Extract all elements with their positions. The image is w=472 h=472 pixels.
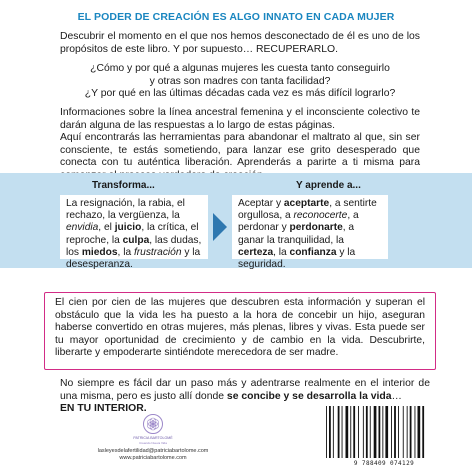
barcode-bar — [329, 406, 331, 458]
text-span: , el — [98, 222, 115, 234]
transform-box — [60, 195, 208, 271]
questions-block — [60, 63, 420, 101]
bold-text: certeza — [238, 246, 274, 258]
barcode-bar — [398, 406, 399, 458]
emphasis-text: frustración — [133, 246, 182, 258]
transform-heading: Transforma... — [92, 180, 155, 191]
text-span: , a sentirte orgullosa, a — [238, 198, 377, 222]
question-line-2: y otras son madres con tanta facilidad? — [149, 75, 331, 87]
text-span: , a perdonar y — [238, 210, 359, 234]
barcode-bar — [403, 406, 404, 458]
tools-paragraph: Aquí encontrarás las herramientas para abandonar el maltrato al que, sin ser consciente, te estás sometiendo, para lanzar ese grito desesperado que conecta con tu auténtica liberación. Aprenderás a parirte a ti misma para — [60, 132, 420, 169]
barcode-bar — [410, 406, 412, 458]
barcode-bar — [391, 406, 392, 458]
text-span: , la — [117, 246, 134, 258]
text-span: y la desesperanza. — [66, 246, 201, 271]
barcode-bar — [353, 406, 355, 458]
isbn-number: 9 788409 074129 — [353, 460, 415, 467]
barcode-bar — [385, 406, 388, 458]
barcode-bar — [363, 406, 364, 458]
intro-paragraph: Descubrir el momento en el que nos hemos desconectado de él es uno de los propósitos de este libro. Y por supuesto… RECUPERARLO. — [60, 31, 420, 55]
flower-of-life-icon — [144, 415, 162, 433]
barcode-bar — [418, 406, 421, 458]
barcode-bar — [350, 406, 351, 458]
barcode-bar — [382, 406, 383, 458]
logo-name: PATRICIA BARTOLOMÉ — [133, 436, 173, 440]
learn-box — [232, 195, 388, 271]
bold-text: culpa — [122, 234, 150, 246]
text-span: … — [391, 390, 402, 402]
barcode-bar — [374, 406, 377, 458]
question-line-1: ¿Cómo y por qué a algunas mujeres les cuesta tanto conseguirlo — [90, 63, 390, 74]
barcode-bar — [338, 406, 340, 458]
barcode-bar — [370, 406, 371, 458]
emphasis-text: envidia — [66, 222, 99, 234]
bold-text: EN TU INTERIOR. — [60, 403, 147, 415]
emphasis-text: reconocerte — [293, 210, 348, 222]
barcode-bar — [415, 406, 416, 458]
text-span: Aceptar y — [238, 198, 284, 209]
barcode-image — [322, 406, 446, 458]
text-span: y la seguridad. — [238, 246, 356, 271]
info-paragraph: Informaciones sobre la línea ancestral femenina y el inconsciente colectivo te darán alguna de las respuestas a lo largo de estas páginas. — [60, 107, 420, 131]
barcode-bar — [422, 406, 424, 458]
barcode-bar — [394, 406, 396, 458]
barcode-bar — [358, 406, 359, 458]
cover-heading: EL PODER DE CREACIÓN ES ALGO INNATO EN CADA MUJER — [77, 11, 395, 23]
arrow-right-icon — [213, 213, 227, 241]
flower-logo-icon — [143, 414, 163, 434]
highlight-box: El cien por cien de las mujeres que descubren esta información y superan el obstáculo que la vida les ha puesto a la hora de concebir un hijo, aseguran haberse convertido en otras mujeres, más plenas, libres y vivas. Esta puede ser tu mayor oportunidad de crecimiento y de cambio en la vida. Descubrirte, liberarte y empoderarte sintiéndote merecedora de ser madre. — [44, 292, 436, 370]
barcode-bar — [346, 406, 349, 458]
text-span: La resignación, la rabia, el rechazo, la vergüenza, la — [66, 198, 185, 222]
bold-text: confianza — [289, 246, 337, 258]
bold-text: miedos — [81, 246, 118, 258]
bold-text: se concibe y se desarrolla la vida — [226, 390, 392, 402]
text-span: No siempre es fácil dar un paso más y adentrarse realmente en el interior de una misma, pero es justo allí donde — [60, 378, 430, 402]
text-span: , la crítica, el reproche, la — [66, 222, 199, 246]
barcode-bar — [342, 406, 343, 458]
barcode-bar — [333, 406, 334, 458]
barcode-bar — [407, 406, 408, 458]
bold-text: perdonarte — [289, 222, 343, 234]
contact-website: www.patriciabartolome.com — [119, 455, 187, 461]
barcode-bar — [326, 406, 327, 458]
logo-tagline: Creando Nueva Vida — [139, 440, 167, 445]
text-span: , a ganar la tranquilidad, la — [238, 222, 355, 246]
contact-info — [88, 448, 218, 462]
text-span: , la — [273, 246, 290, 258]
contact-email: lasleyesdelafertilidad@patriciabartolome.com — [97, 448, 209, 454]
barcode-bar — [366, 406, 368, 458]
question-line-3: ¿Y por qué en las últimas décadas cada vez es más difícil lograrlo? — [84, 88, 396, 100]
bold-text: aceptarte — [283, 198, 330, 209]
logo-label — [130, 436, 176, 445]
bold-text: juicio — [114, 222, 142, 234]
text-span: , las dudas, los — [66, 234, 202, 258]
learn-heading: Y aprende a... — [296, 180, 361, 191]
barcode-bar — [379, 406, 381, 458]
